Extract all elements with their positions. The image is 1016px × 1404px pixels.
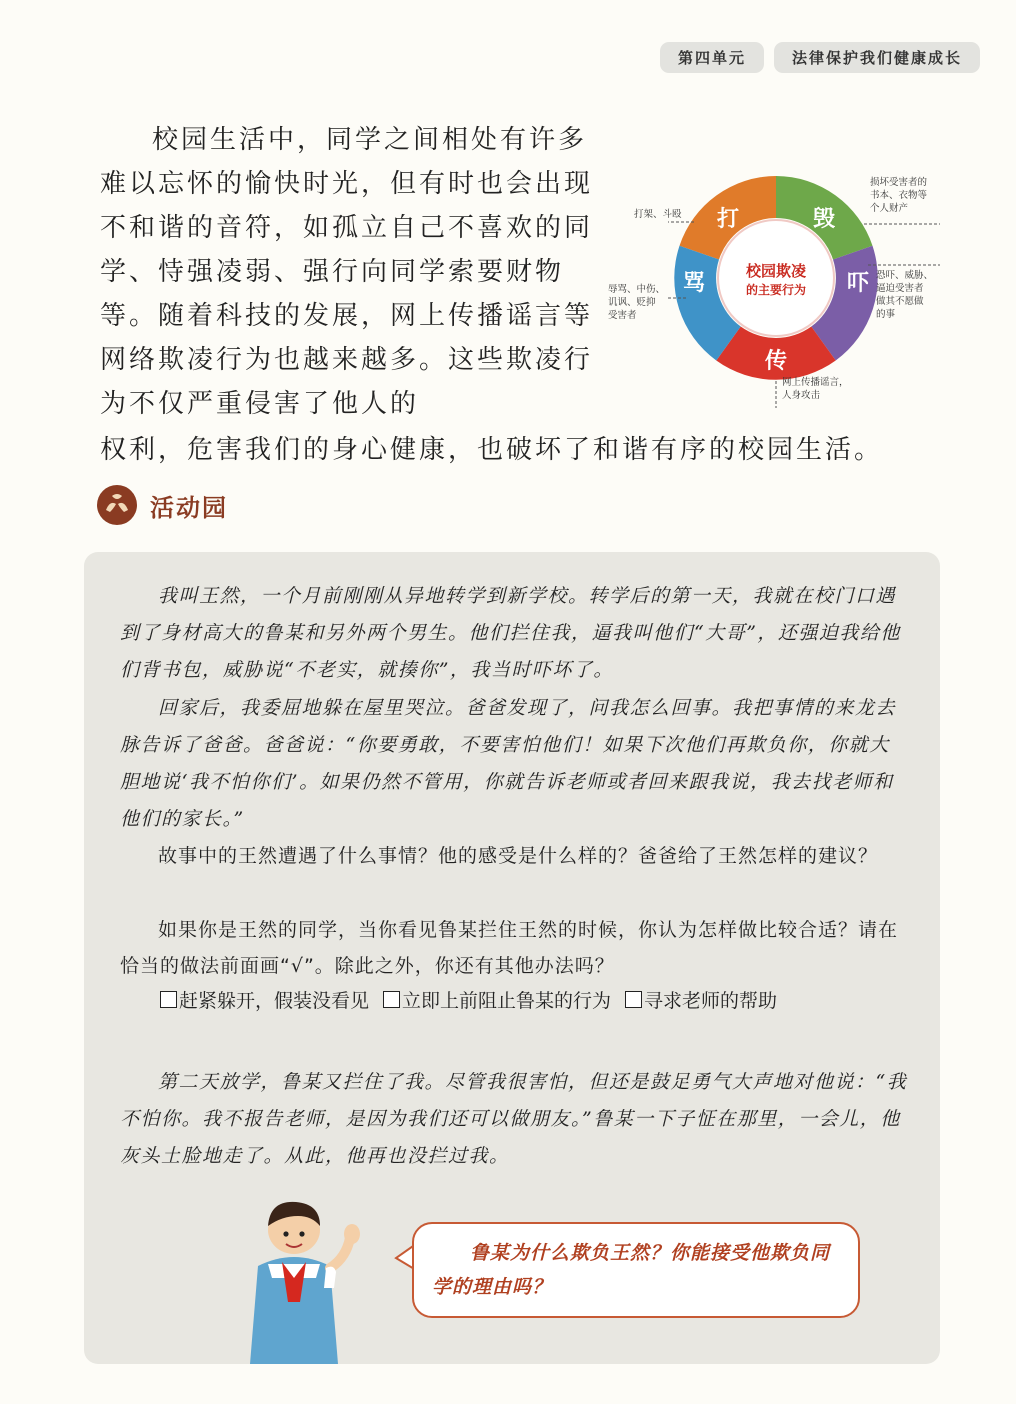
intro-paragraph: 校园生活中，同学之间相处有许多难以忘怀的愉快时光，但有时也会出现不和谐的音符，如孤立自己不喜欢的同学、恃强凌弱、强行向同学索要财物等。随着科技的发展，网上传播谣言等网络欺凌行为也越来越多。这些欺凌行为不仅严重侵害了他人的	[100, 125, 594, 419]
story-paragraph-1: 我叫王然，一个月前刚刚从异地转学到新学校。转学后的第一天，我就在校门口遇到了身材高大的鲁某和另外两个男生。他们拦住我，逼我叫他们“大哥”，还强迫我给他们背书包，威胁说“不老实，就揍你”，我当时吓坏了。	[120, 585, 901, 681]
story-paragraph-3: 第二天放学，鲁某又拦住了我。尽管我很害怕，但还是鼓足勇气大声地对他说：“我不怕你。我不报告老师，是因为我们还可以做朋友。”鲁某一下子怔在那里，一会儿，他灰头土脸地走了。从此，他再也没拦过我。	[120, 1071, 908, 1167]
segment-char-scare: 吓	[846, 271, 870, 296]
caption-hit: 打架、斗殴	[634, 209, 682, 220]
boy-illustration	[236, 1196, 366, 1364]
header-tabs	[660, 42, 980, 73]
option-stop[interactable]	[383, 986, 611, 1013]
section-title: 活动园	[150, 493, 228, 522]
option-teacher[interactable]	[625, 986, 777, 1013]
caption-scare-4: 的事	[876, 309, 896, 320]
question-2: 如果你是王然的同学，当你看见鲁某拦住王然的时候，你认为怎样做比较合适？请在恰当的做法前面画“√”。除此之外，你还有其他办法吗？	[120, 919, 899, 977]
caption-scare-3: 做其不愿做	[876, 296, 924, 307]
option-list	[160, 986, 920, 1013]
caption-curse-2: 讥讽、贬抑	[608, 297, 656, 308]
option-label: 寻求老师的帮助	[644, 990, 778, 1012]
caption-spread-2: 人身攻击	[782, 390, 821, 401]
question-1: 故事中的王然遭遇了什么事情？他的感受是什么样的？爸爸给了王然怎样的建议？	[158, 845, 879, 867]
caption-scare-1: 恐吓、威胁、	[876, 270, 934, 281]
section-heading	[96, 484, 228, 526]
option-label: 立即上前阻止鲁某的行为	[402, 990, 612, 1012]
caption-destroy-1: 损坏受害者的	[870, 177, 928, 188]
caption-curse-1: 辱骂、中伤、	[608, 284, 666, 295]
caption-destroy-3: 个人财产	[870, 203, 909, 214]
hands-icon	[96, 484, 138, 526]
segment-char-curse: 骂	[682, 271, 706, 296]
chapter-title: 法律保护我们健康成长	[774, 42, 980, 73]
option-label: 赶紧躲开，假装没看见	[179, 990, 370, 1012]
diagram-center-title: 校园欺凌	[745, 262, 807, 280]
option-checkbox[interactable]	[625, 991, 642, 1008]
caption-scare-2: 逼迫受害者	[876, 283, 924, 294]
segment-char-destroy: 毁	[812, 207, 836, 232]
segment-char-spread: 传	[764, 349, 788, 374]
option-checkbox[interactable]	[160, 991, 177, 1008]
diagram-center-subtitle: 的主要行为	[745, 283, 807, 297]
story-paragraph-2: 回家后，我委屈地躲在屋里哭泣。爸爸发现了，问我怎么回事。我把事情的来龙去脉告诉了爸爸。爸爸说：“你要勇敢，不要害怕他们！如果下次他们再欺负你，你就大胆地说‘我不怕你们’。如果仍然不管用，你就告诉老师或者回来跟我说，我去找老师和他们的家长。”	[120, 697, 897, 830]
unit-label: 第四单元	[660, 42, 764, 73]
caption-destroy-2: 书本、衣物等	[870, 190, 928, 201]
caption-spread-1: 网上传播谣言，	[782, 377, 849, 388]
bullying-diagram	[606, 168, 951, 413]
segment-char-hit: 打	[716, 207, 740, 232]
bubble-question: 鲁某为什么欺负王然？你能接受他欺负同学的理由吗？	[432, 1242, 831, 1298]
option-avoid[interactable]	[160, 986, 369, 1013]
caption-curse-3: 受害者	[608, 310, 637, 321]
option-checkbox[interactable]	[383, 991, 400, 1008]
intro-paragraph-tail: 权利，危害我们的身心健康，也破坏了和谐有序的校园生活。	[100, 435, 884, 465]
